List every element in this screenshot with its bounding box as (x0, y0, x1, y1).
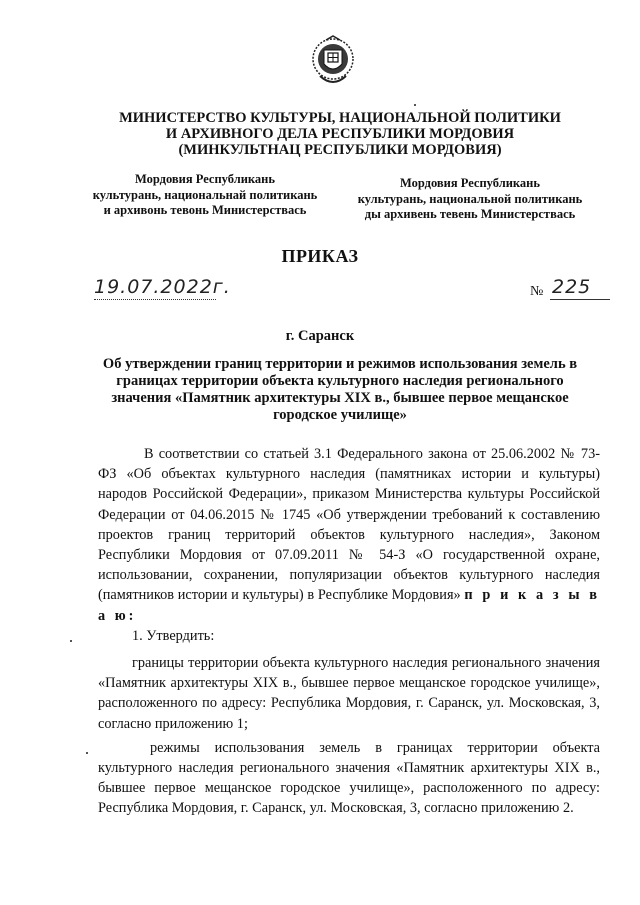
ministry-myv-line: ды архивень тевень Министерствась (364, 207, 576, 221)
scan-speck (86, 752, 88, 754)
scan-speck (414, 104, 416, 106)
document-date (94, 276, 231, 302)
ministry-myv-line: Мордовия Республикань (399, 176, 540, 190)
number-underline (550, 299, 610, 300)
ministry-mdf-line: Мордовия Республикань (134, 172, 275, 186)
ministry-ru-line: МИНИСТЕРСТВО КУЛЬТУРЫ, НАЦИОНАЛЬНОЙ ПОЛИТИКИ (119, 110, 561, 126)
clause-1: 1. Утвердить: (132, 627, 215, 644)
number-handwritten: 225 (552, 276, 592, 298)
scan-speck (70, 640, 72, 642)
document-body (98, 444, 600, 819)
ministry-myv-line: культурань, национальной политикань (357, 191, 583, 206)
date-underline (94, 299, 216, 300)
preamble-text: В соответствии со статьей 3.1 Федерального закона от 25.06.2002 № 73-ФЗ «Об объектах культурного наследия (памятниках истории и культуры) народов Российской Федерации», приказом Министерства культуры Российской Федерации от 04.06.2015 № 1745 «Об утверждении требований к составлению проектов границ территорий объектов культурного наследия», Законом Республики Мордовия от 07.09.2011 № 54-З «О государственной охране, использовании, сохранении, популяризации объектов культурного наследия (памятников истории и культуры) в Республике Мордовия» (98, 446, 600, 604)
document-subject (100, 356, 580, 424)
clause-1-item-1: границы территории объекта культурного наследия регионального значения «Памятник архитектуры XIX в., бывшее первое мещанское городское училище», расположенного по адресу: Республика Мордовия, г. Саранск, ул. Московская, 3, согласно приложению 1; (98, 655, 600, 732)
document-number (530, 278, 610, 302)
ministry-ru-line: И АРХИВНОГО ДЕЛА РЕСПУБЛИКИ МОРДОВИЯ (165, 126, 515, 142)
ministry-name-ru (100, 110, 580, 158)
ministry-name-moksha (80, 172, 330, 219)
subject-line: городское училище» (273, 407, 407, 423)
ministry-mdf-line: культурань, национальнай политикань (92, 187, 318, 202)
order-word: п р и к а з ы в а ю: (98, 587, 600, 624)
ministry-name-erzya (340, 176, 600, 223)
subject-line: Об утверждении границ территории и режимов использования земель в (102, 356, 578, 372)
clause-1-item-2: режимы использования земель в границах территории объекта культурного наследия регионального значения «Памятник архитектуры XIX в., бывшее первое мещанское городское училище», расположенного по адресу: Республика Мордовия, г. Саранск, ул. Московская, 3, согласно приложению 2. (98, 739, 600, 817)
subject-line: значения «Памятник архитектуры XIX в., бывшее первое мещанское (111, 390, 569, 406)
document-type-title: ПРИКАЗ (281, 246, 359, 266)
document-city: г. Саранск (285, 328, 355, 344)
subject-line: границах территории объекта культурного наследия регионального (116, 373, 564, 389)
preamble-paragraph (98, 444, 600, 626)
date-handwritten: 19.07.2022г. (94, 276, 231, 298)
number-sign: № (530, 284, 544, 299)
ministry-mdf-line: и архивонь тевонь Министерствась (103, 203, 307, 217)
ministry-ru-line: (МИНКУЛЬТНАЦ РЕСПУБЛИКИ МОРДОВИЯ) (178, 142, 502, 158)
coat-of-arms-icon (310, 34, 356, 90)
